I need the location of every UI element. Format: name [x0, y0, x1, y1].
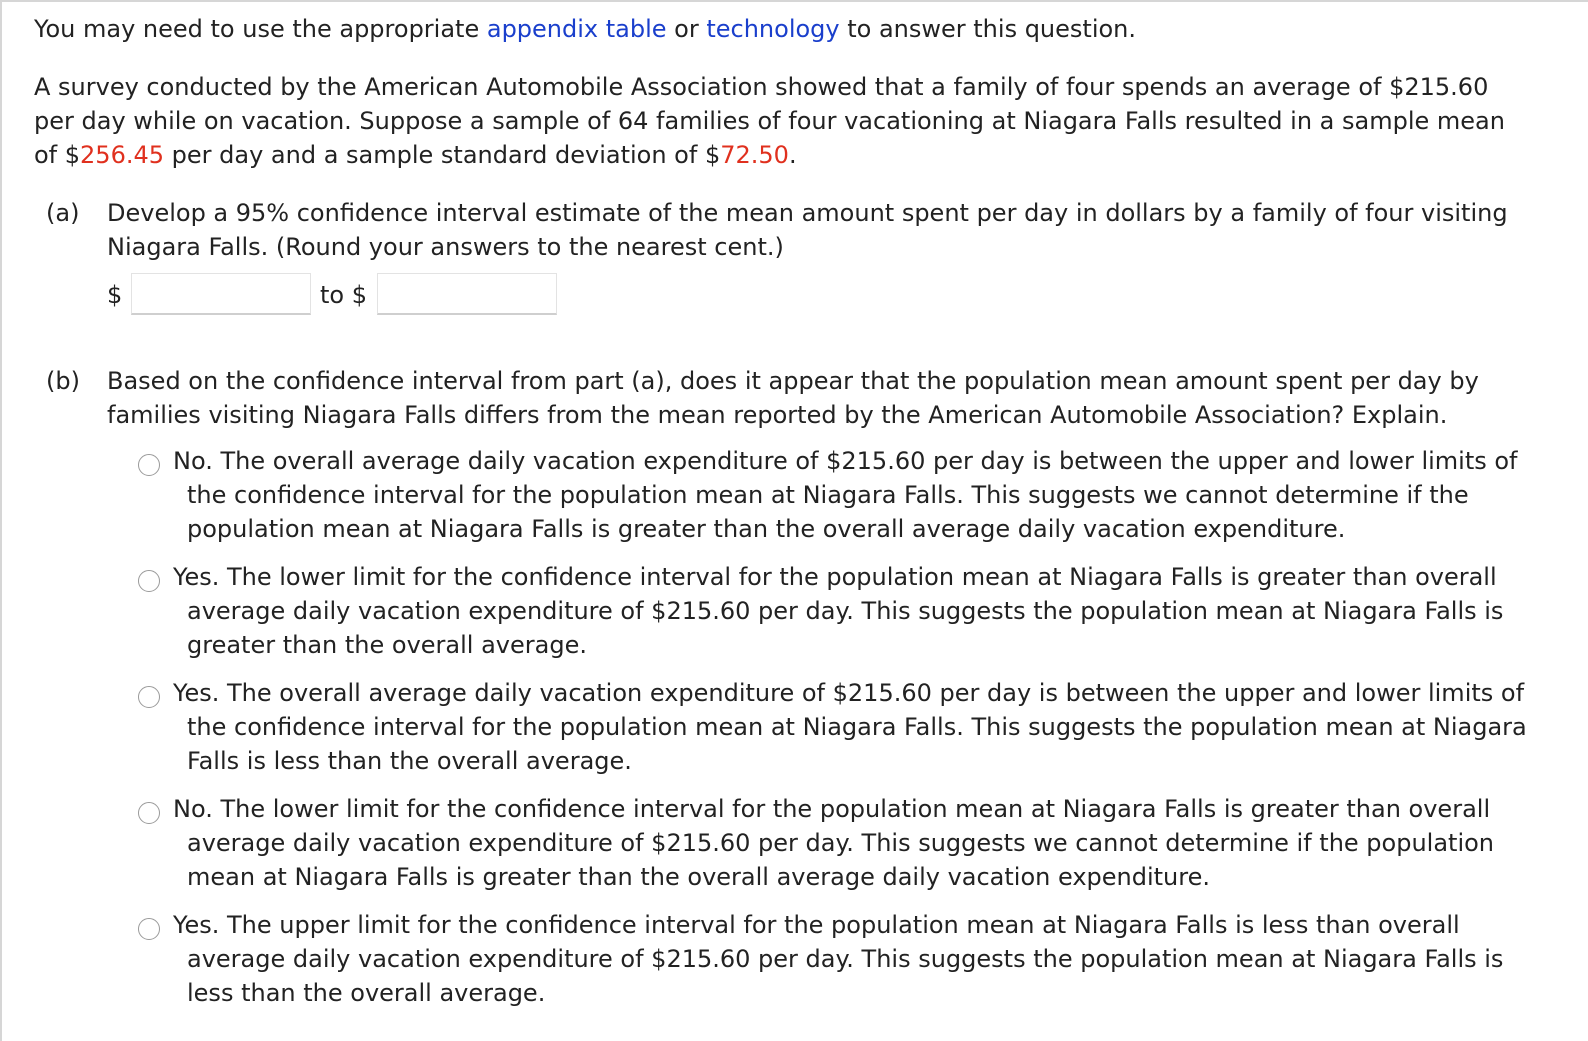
option-4-line-1: No. The lower limit for the confidence interval for the population mean at Niagara Falls is greater than overall	[173, 795, 1491, 823]
technology-link[interactable]: technology	[706, 15, 840, 43]
problem-line-3-start: of $	[34, 141, 81, 169]
intro-line	[34, 12, 1136, 46]
option-5-line-3: less than the overall average.	[187, 979, 546, 1007]
sample-sd-value: 72.50	[720, 141, 789, 169]
part-a-label: (a)	[46, 199, 80, 227]
problem-line-3-mid: per day and a sample standard deviation of $	[164, 141, 721, 169]
radio-option-3[interactable]	[138, 686, 160, 708]
option-2-line-1: Yes. The lower limit for the confidence interval for the population mean at Niagara Falls is greater than overall	[173, 563, 1497, 591]
option-2-line-3: greater than the overall average.	[187, 631, 587, 659]
option-3-line-1: Yes. The overall average daily vacation expenditure of $215.60 per day is between the upper and lower limits of	[173, 679, 1525, 707]
part-b-line-1: Based on the confidence interval from part (a), does it appear that the population mean amount spent per day by	[107, 367, 1479, 395]
option-3-line-2: the confidence interval for the population mean at Niagara Falls. This suggests the population mean at Niagara	[187, 713, 1527, 741]
part-a-line-1: Develop a 95% confidence interval estimate of the mean amount spent per day in dollars by a family of four visiting	[107, 199, 1508, 227]
part-b-line-2: families visiting Niagara Falls differs from the mean reported by the American Automobile Association? Explain.	[107, 401, 1448, 429]
option-4-line-3: mean at Niagara Falls is greater than the overall average daily vacation expenditure.	[187, 863, 1210, 891]
intro-suffix: to answer this question.	[839, 15, 1137, 43]
intro-middle: or	[666, 15, 707, 43]
option-5-line-1: Yes. The upper limit for the confidence interval for the population mean at Niagara Falls is less than overall	[173, 911, 1460, 939]
option-3-line-3: Falls is less than the overall average.	[187, 747, 632, 775]
option-5-line-2: average daily vacation expenditure of $215.60 per day. This suggests the population mean at Niagara Falls is	[187, 945, 1504, 973]
problem-line-1: A survey conducted by the American Automobile Association showed that a family of four spends an average of $215.60	[34, 73, 1489, 101]
part-a-line-2: Niagara Falls. (Round your answers to the nearest cent.)	[107, 233, 784, 261]
option-4-line-2: average daily vacation expenditure of $215.60 per day. This suggests we cannot determine if the population	[187, 829, 1495, 857]
to-dollar-label: to $	[320, 281, 367, 309]
option-2-line-2: average daily vacation expenditure of $215.60 per day. This suggests the population mean at Niagara Falls is	[187, 597, 1504, 625]
option-1-line-2: the confidence interval for the population mean at Niagara Falls. This suggests we cannot determine if the	[187, 481, 1469, 509]
radio-option-1[interactable]	[138, 454, 160, 476]
problem-line-2: per day while on vacation. Suppose a sample of 64 families of four vacationing at Niagara Falls resulted in a sample mean	[34, 107, 1505, 135]
option-1-line-3: population mean at Niagara Falls is greater than the overall average daily vacation expenditure.	[187, 515, 1346, 543]
radio-option-2[interactable]	[138, 570, 160, 592]
lower-dollar-sign: $	[107, 281, 123, 309]
upper-limit-input[interactable]	[377, 273, 557, 315]
sample-mean-value: 256.45	[80, 141, 165, 169]
problem-line-3	[34, 138, 797, 172]
lower-limit-input[interactable]	[131, 273, 311, 315]
option-1-line-1: No. The overall average daily vacation expenditure of $215.60 per day is between the upper and lower limits of	[173, 447, 1518, 475]
part-b-label: (b)	[46, 367, 80, 395]
intro-prefix: You may need to use the appropriate	[34, 15, 487, 43]
radio-option-4[interactable]	[138, 802, 160, 824]
problem-line-3-end: .	[788, 141, 797, 169]
appendix-table-link[interactable]: appendix table	[486, 15, 667, 43]
radio-option-5[interactable]	[138, 918, 160, 940]
